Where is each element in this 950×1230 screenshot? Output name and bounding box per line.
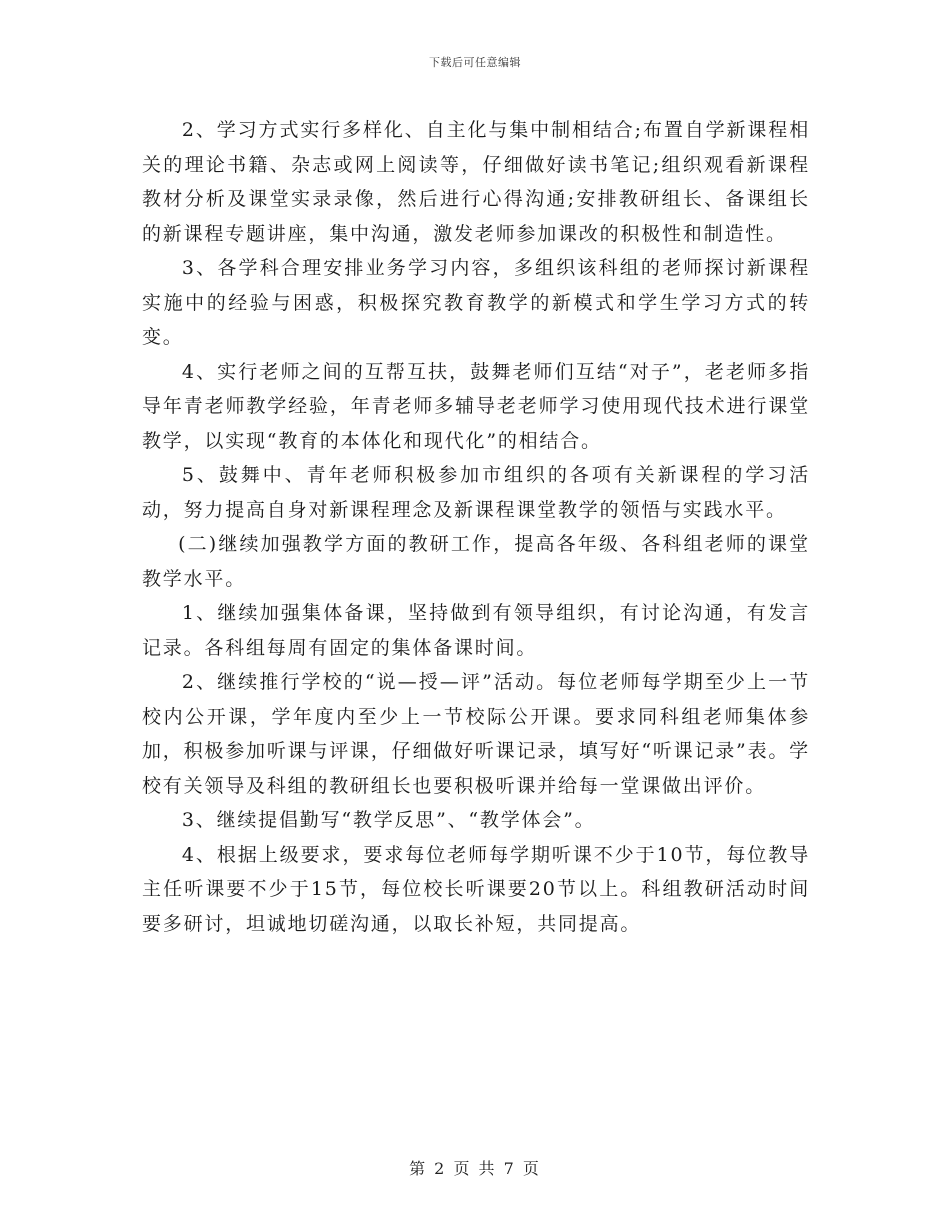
page-header-note: 下载后可任意编辑 — [429, 56, 521, 69]
paragraph-sub-2: 2、继续推行学校的“说—授—评”活动。每位老师每学期至少上一节校内公开课，学年度内至少上一节校际公开课。要求同科组老师集体参加，积极参加听课与评课，仔细做好听课记录，填写好“听课记录”表。学校有关领导及科组的教研组长也要积极听课并给每一堂课做出评价。 — [142, 671, 810, 797]
paragraph-sub-3: 3、继续提倡勤写“教学反思”、“教学体会”。 — [181, 809, 596, 831]
paragraph-item-5: 5、鼓舞中、青年老师积极参加市组织的各项有关新课程的学习活动，努力提高自身对新课程理念及新课程课堂教学的领悟与实践水平。 — [142, 464, 810, 521]
paragraph-sub-4: 4、根据上级要求，要求每位老师每学期听课不少于10节，每位教导主任听课要不少于15节，每位校长听课要20节以上。科组教研活动时间要多研讨，坦诚地切磋沟通，以取长补短，共同提高。 — [142, 843, 810, 935]
page-number-footer: 第 2 页 共 7 页 — [409, 1159, 541, 1178]
paragraph-sub-1: 1、继续加强集体备课，坚持做到有领导组织，有讨论沟通，有发言记录。各科组每周有固定的集体备课时间。 — [142, 602, 810, 659]
paragraph-item-2: 2、学习方式实行多样化、自主化与集中制相结合;布置自学新课程相关的理论书籍、杂志或网上阅读等，仔细做好读书笔记;组织观看新课程教材分析及课堂实录录像，然后进行心得沟通;安排教研组长、备课组长的新课程专题讲座，集中沟通，激发老师参加课改的积极性和制造性。 — [142, 119, 810, 245]
paragraph-item-3: 3、各学科合理安排业务学习内容，多组织该科组的老师探讨新课程实施中的经验与困惑，积极探究教育教学的新模式和学生学习方式的转变。 — [142, 257, 810, 348]
section-heading-2: (二)继续加强教学方面的教研工作，提高各年级、各科组老师的课堂教学水平。 — [142, 533, 810, 590]
paragraph-item-4: 4、实行老师之间的互帮互扶，鼓舞老师们互结“对子”，老老师多指导年青老师教学经验，年青老师多辅导老老师学习使用现代技术进行课堂教学，以实现“教育的本体化和现代化”的相结合。 — [142, 360, 810, 452]
document-body — [142, 113, 810, 941]
